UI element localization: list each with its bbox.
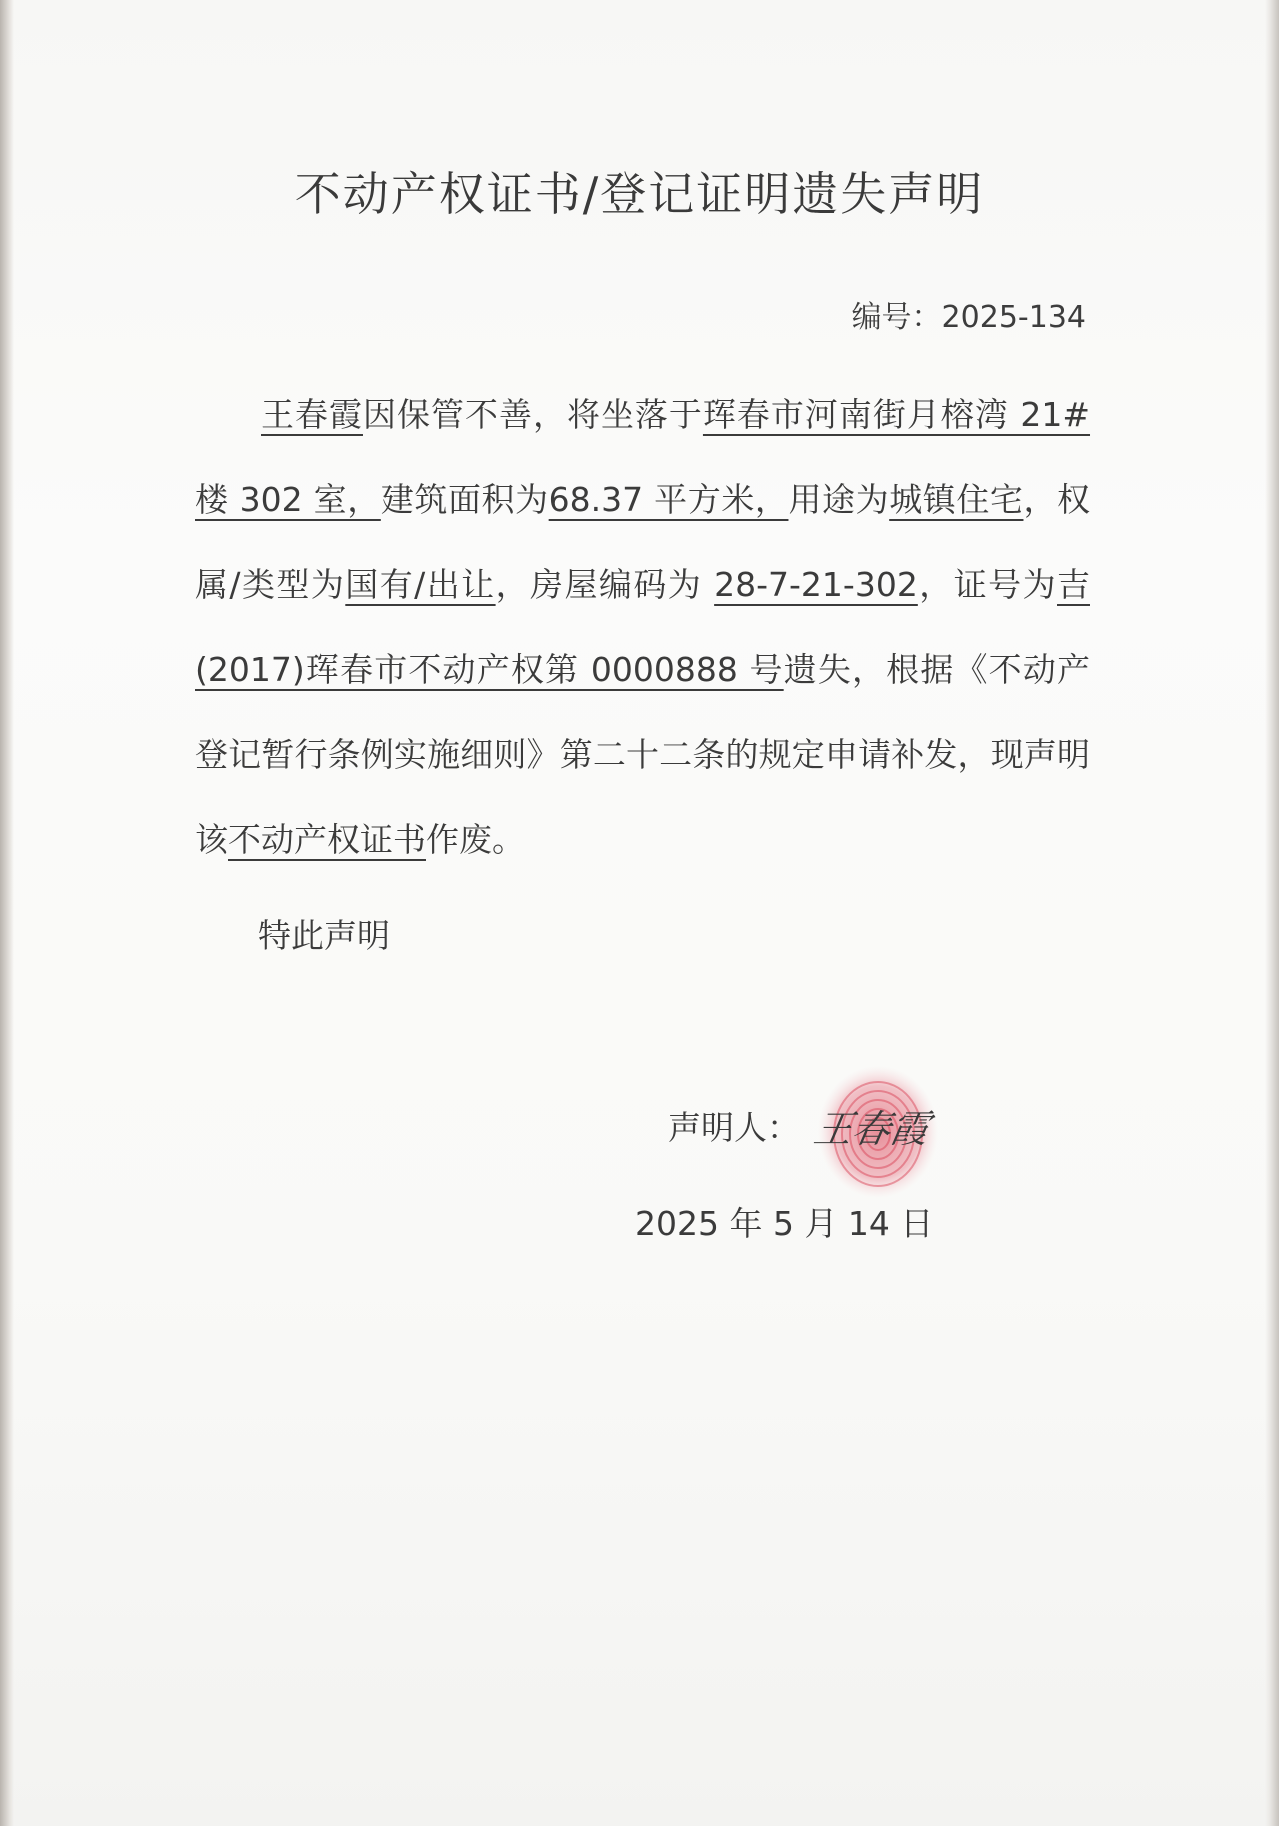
property-usage: 城镇住宅: [889, 480, 1024, 519]
body-text-3: 用途为: [788, 480, 890, 519]
owner-name: 王春霞: [261, 395, 363, 434]
declaration-date: 2025 年 5 月 14 日: [635, 1204, 934, 1243]
closing-statement: 特此声明: [258, 916, 390, 955]
document-number: 编号：2025-134: [851, 300, 1086, 335]
body-text-4: ，权属/类型为: [195, 480, 1091, 604]
certificate-number: 吉(2017)珲春市不动产权第 0000888 号: [195, 565, 1090, 689]
body-text-2: 建筑面积为: [380, 480, 549, 519]
certificate-type: 不动产权证书: [228, 820, 426, 859]
document-title: 不动产权证书/登记证明遗失声明: [294, 167, 985, 221]
handwritten-signature: 王春霞: [810, 1107, 933, 1151]
body-text-8: 作废。: [426, 820, 525, 859]
page-left-edge: [0, 0, 14, 1826]
body-text-5: ，房屋编码为: [495, 565, 715, 604]
property-location: 珲春市河南街月榕湾 21#楼 302 室，: [195, 395, 1091, 519]
body-text-6: ，证号为: [917, 565, 1057, 604]
ownership-type: 国有/出让: [345, 565, 496, 604]
declarant-label: 声明人：: [668, 1108, 800, 1147]
building-area: 68.37 平方米，: [548, 480, 789, 519]
house-code: 28-7-21-302: [714, 565, 918, 604]
declaration-body: [195, 372, 1090, 882]
page-right-edge: [1265, 0, 1279, 1826]
body-text-7: 遗失，根据《不动产登记暂行条例实施细则》第二十二条的规定申请补发，现声明该: [195, 650, 1090, 859]
body-text-1: 因保管不善，将坐落于: [362, 395, 703, 434]
